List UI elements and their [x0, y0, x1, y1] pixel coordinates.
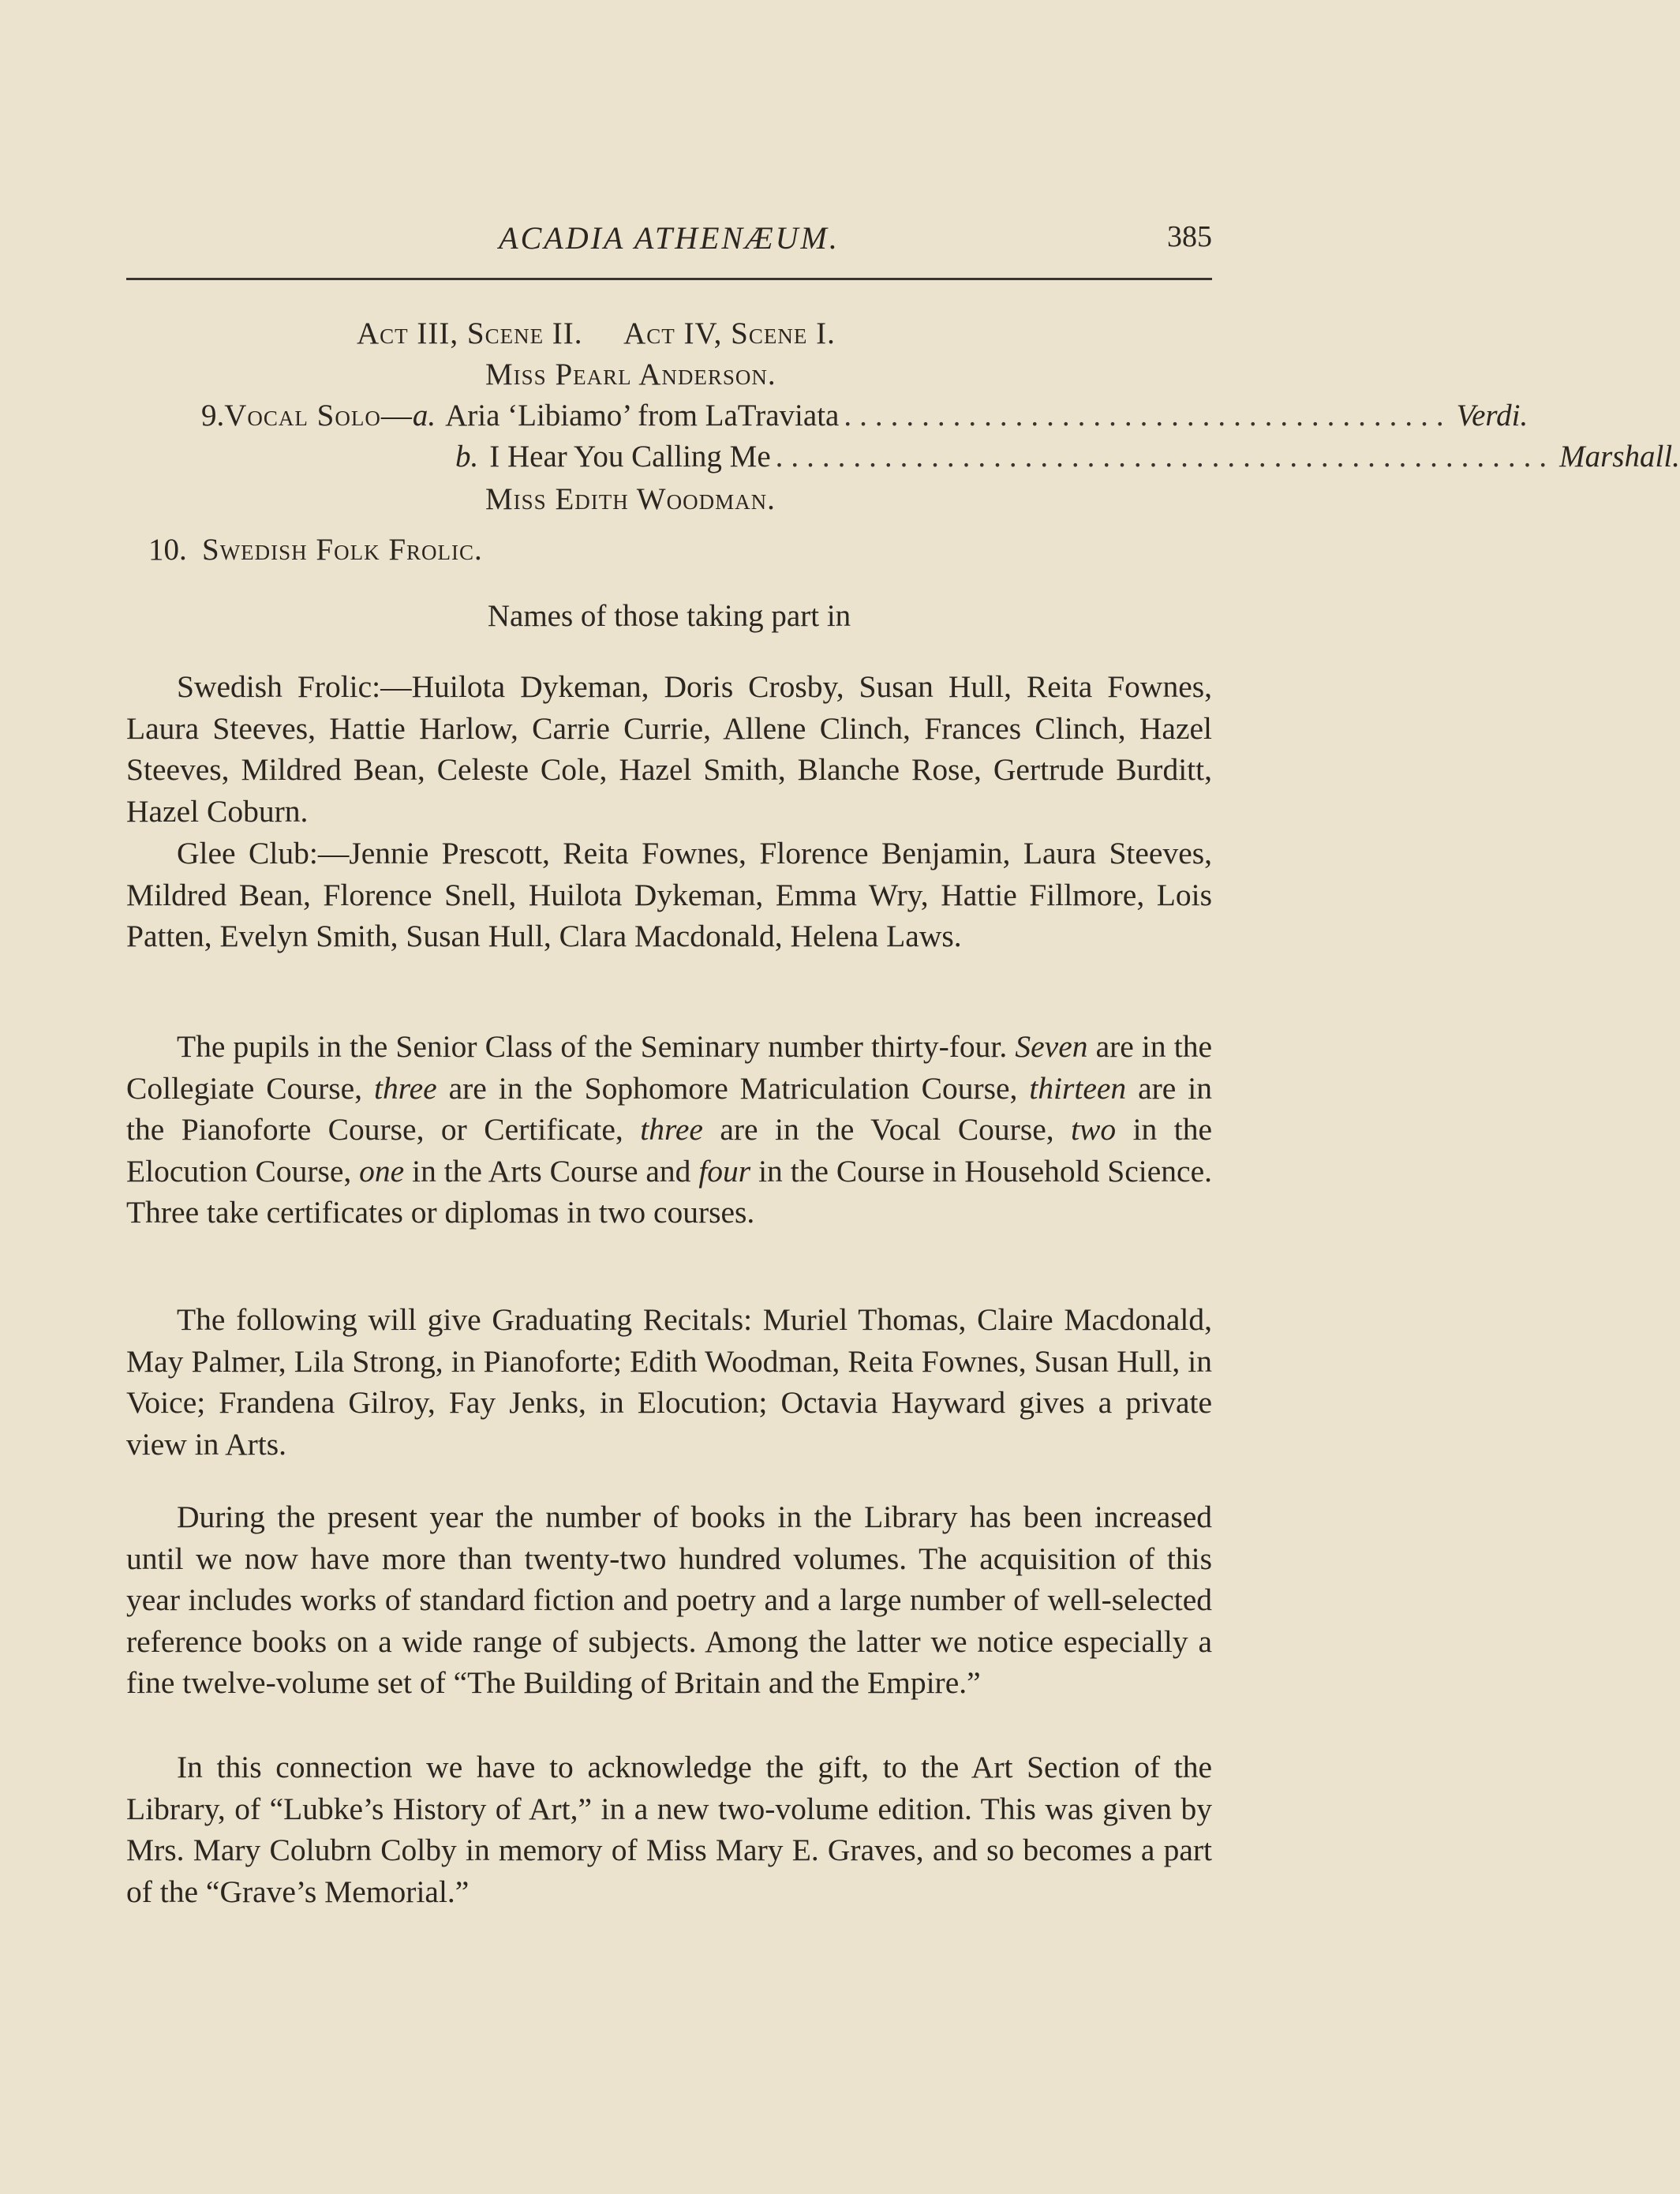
senior-class-intro: The pupils in the Senior Class of the Seminary number thirty-four. [177, 1029, 1008, 1064]
item-9-a-composer: Verdi. [1456, 399, 1528, 432]
leader-dots: ....................................... [844, 399, 1452, 432]
item-10-number: 10. [148, 533, 187, 567]
emphasis-three: three [373, 1070, 437, 1106]
item-9-b-composer: Marshall. [1559, 440, 1680, 474]
item-9-b-text: I Hear You Calling Me [489, 440, 771, 474]
swedish-frolic-paragraph: Swedish Frolic:—Huilota Dykeman, Doris Crosby, Susan Hull, Reita Fownes, Laura Steeves, Hattie Harlow, Carrie Currie, Allene Clinch, Frances Clinch, Hazel Steeves, Mildred Bean, Celeste Cole, Hazel Smith, Blanche Rose, Gertrude Burditt, Hazel Coburn. [126, 669, 1212, 829]
header-rule [126, 278, 1212, 280]
item-9-number: 9. [201, 399, 225, 432]
performer-pearl-anderson: Miss Pearl Anderson. [485, 358, 776, 391]
item-10-title: Swedish Folk Frolic. [202, 533, 483, 567]
glee-club-paragraph: Glee Club:—Jennie Prescott, Reita Fownes, Florence Benjamin, Laura Steeves, Mildred Bean, Florence Snell, Huilota Dykeman, Emma Wry, Hattie Fillmore, Lois Patten, Evelyn Smith, Susan Hull, Clara Macdonald, Helena Laws. [126, 836, 1212, 954]
item-9-a-label: a. [412, 399, 436, 432]
emphasis-seven: Seven [1015, 1029, 1088, 1064]
senior-class-text: in the Arts Course and [404, 1153, 699, 1189]
senior-class-paragraph [126, 1026, 1212, 1234]
leader-dots: .................................................. [775, 440, 1555, 474]
item-9-a-text: Aria ‘Libiamo’ from LaTraviata [445, 399, 840, 432]
senior-class-text: in the Elocution Course, [126, 1112, 1212, 1189]
gift-paragraph: In this connection we have to acknowledge the gift, to the Art Section of the Library, of “Lubke’s History of Art,” in a new two-volume edition. This was given by Mrs. Mary Colubrn Colby in memory of Miss Mary E. Graves, and so becomes a part of the “Grave’s Memorial.” [126, 1750, 1212, 1909]
participants-heading: Names of those taking part in [487, 599, 851, 633]
senior-class-text: in the Course in Household Science. Three take certificates or diplomas in two courses. [126, 1153, 1212, 1230]
recitals-paragraph: The following will give Graduating Recitals: Muriel Thomas, Claire Macdonald, May Palmer, Lila Strong, in Pianoforte; Edith Woodman, Reita Fownes, Susan Hull, in Voice; Frandena Gilroy, Fay Jenks, in Elocution; Octavia Hayward gives a private view in Arts. [126, 1302, 1212, 1462]
emphasis-one: one [359, 1153, 405, 1189]
performer-edith-woodman: Miss Edith Woodman. [485, 482, 776, 516]
senior-class-text: are in the Vocal Course, [702, 1112, 1072, 1148]
emphasis-thirteen: thirteen [1029, 1070, 1127, 1106]
item-9-b-label: b. [455, 440, 479, 474]
running-title: ACADIA ATHENÆUM. [499, 220, 840, 256]
emphasis-two: two [1071, 1112, 1117, 1148]
emphasis-three: three [640, 1112, 703, 1148]
item-9-title: Vocal Solo— [224, 399, 413, 432]
page-number: 385 [1167, 220, 1212, 253]
act-scene-line: Act III, Scene II. Act IV, Scene I. [357, 316, 836, 350]
program-item-9-a [201, 398, 1528, 433]
program-item-10 [148, 532, 483, 567]
senior-class-text: are in the Pianoforte Course, or Certificate, [126, 1070, 1212, 1148]
emphasis-four: four [698, 1153, 751, 1189]
program-item-9-b [455, 439, 1680, 474]
library-paragraph: During the present year the number of books in the Library has been increased until we now have more than twenty-two hundred volumes. The acquisition of this year includes works of standard fiction and poetry and a large number of well-selected reference books on a wide range of subjects. Among the latter we notice especially a fine twelve-volume set of “The Building of Britain and the Empire.” [126, 1499, 1212, 1701]
page-header [126, 219, 1212, 259]
senior-class-text: are in the Collegiate Course, [126, 1029, 1213, 1106]
senior-class-text: are in the Sophomore Matriculation Course, [436, 1070, 1030, 1106]
